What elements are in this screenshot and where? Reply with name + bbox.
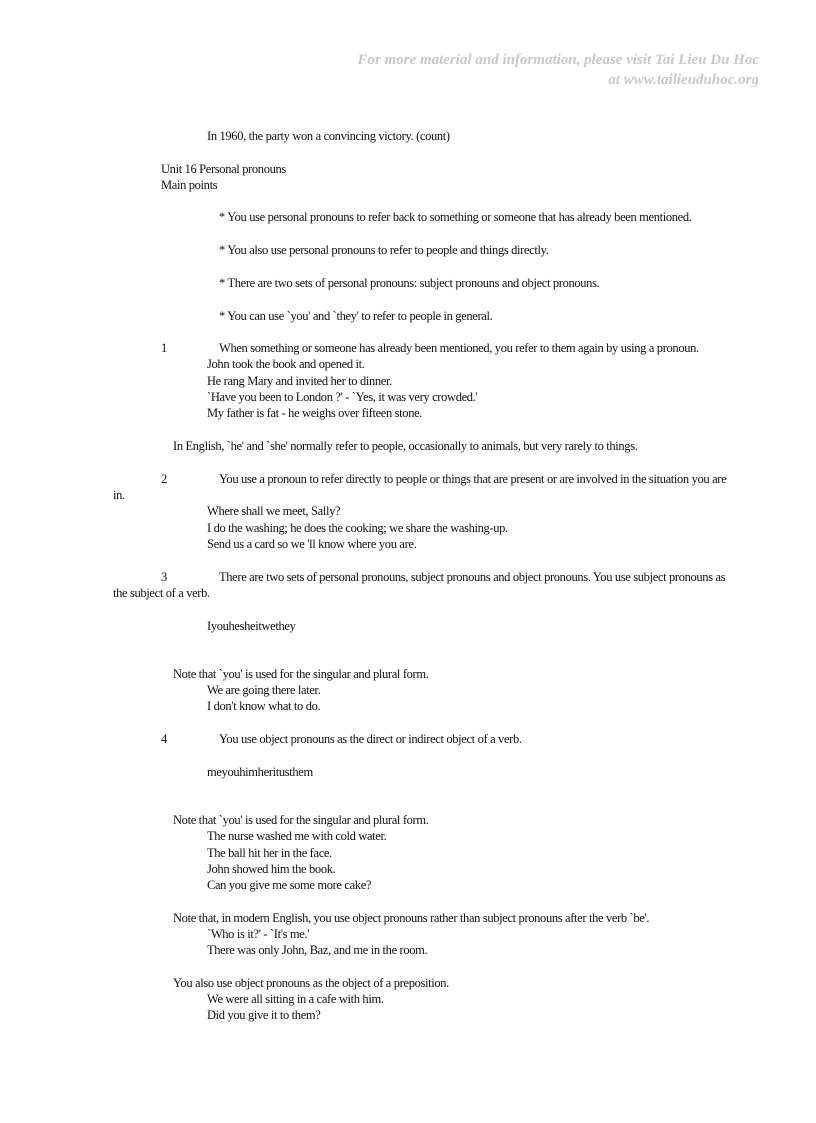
section-3-text: There are two sets of personal pronouns, subject pronouns and object pronouns. You use subject pronouns as <box>219 570 726 584</box>
header-line-1: For more material and information, please visit Tai Lieu Du Hoc <box>357 52 759 68</box>
section-4-example: John showed him the book. <box>207 862 336 876</box>
section-4-example-preposition: We were all sitting in a cafe with him. <box>207 992 384 1006</box>
main-points-heading: Main points <box>161 178 218 192</box>
subject-pronouns: Iyouhesheitwethey <box>207 619 296 633</box>
section-1-example: My father is fat - he weighs over fifteen stone. <box>207 406 423 420</box>
section-4-note-preposition: You also use object pronouns as the object of a preposition. <box>173 976 449 990</box>
section-1-example: He rang Mary and invited her to dinner. <box>207 374 392 388</box>
main-point-4: * You can use `you' and `they' to refer to people in general. <box>219 309 493 323</box>
section-3-note: Note that `you' is used for the singular and plural form. <box>173 667 429 681</box>
main-point-3: * There are two sets of personal pronouns: subject pronouns and object pronouns. <box>219 276 600 290</box>
section-3-number: 3 <box>161 570 167 584</box>
section-4-number: 4 <box>161 732 167 746</box>
section-3-example: I don't know what to do. <box>207 699 321 713</box>
section-2-number: 2 <box>161 472 167 486</box>
unit-title: Unit 16 Personal pronouns <box>161 162 286 176</box>
section-3-text-cont: the subject of a verb. <box>113 586 210 600</box>
section-1-text: When something or someone has already been mentioned, you refer to them again by using a pronoun. <box>219 341 699 355</box>
section-2-example: Where shall we meet, Sally? <box>207 504 341 518</box>
header-line-2: at www.tailieuduhoc.org <box>608 72 759 88</box>
section-4-note: Note that `you' is used for the singular and plural form. <box>173 813 429 827</box>
section-2-text-cont: in. <box>113 488 125 502</box>
main-point-1: * You use personal pronouns to refer back to something or someone that has already been mentioned. <box>219 210 692 224</box>
section-1-number: 1 <box>161 341 167 355</box>
section-2-example: I do the washing; he does the cooking; we share the washing-up. <box>207 521 508 535</box>
section-2-text: You use a pronoun to refer directly to people or things that are present or are involved in the situation you are <box>219 472 727 486</box>
section-4-example-preposition: Did you give it to them? <box>207 1008 321 1022</box>
section-4-example: The nurse washed me with cold water. <box>207 829 387 843</box>
section-4-note-be: Note that, in modern English, you use object pronouns rather than subject pronouns after the verb `be'. <box>173 911 650 925</box>
section-1-note: In English, `he' and `she' normally refer to people, occasionally to animals, but very rarely to things. <box>173 439 638 453</box>
object-pronouns: meyouhimheritusthem <box>207 765 313 779</box>
section-1-example: `Have you been to London ?' - `Yes, it was very crowded.' <box>207 390 478 404</box>
section-2-example: Send us a card so we 'll know where you are. <box>207 537 417 551</box>
intro-example: In 1960, the party won a convincing victory. (count) <box>207 129 450 143</box>
section-4-example-be: There was only John, Baz, and me in the room. <box>207 943 428 957</box>
section-4-example: The ball hit her in the face. <box>207 846 332 860</box>
section-4-example-be: `Who is it?' - `It's me.' <box>207 927 310 941</box>
section-3-example: We are going there later. <box>207 683 321 697</box>
section-4-example: Can you give me some more cake? <box>207 878 372 892</box>
main-point-2: * You also use personal pronouns to refer to people and things directly. <box>219 243 549 257</box>
section-4-text: You use object pronouns as the direct or indirect object of a verb. <box>219 732 522 746</box>
section-1-example: John took the book and opened it. <box>207 357 365 371</box>
